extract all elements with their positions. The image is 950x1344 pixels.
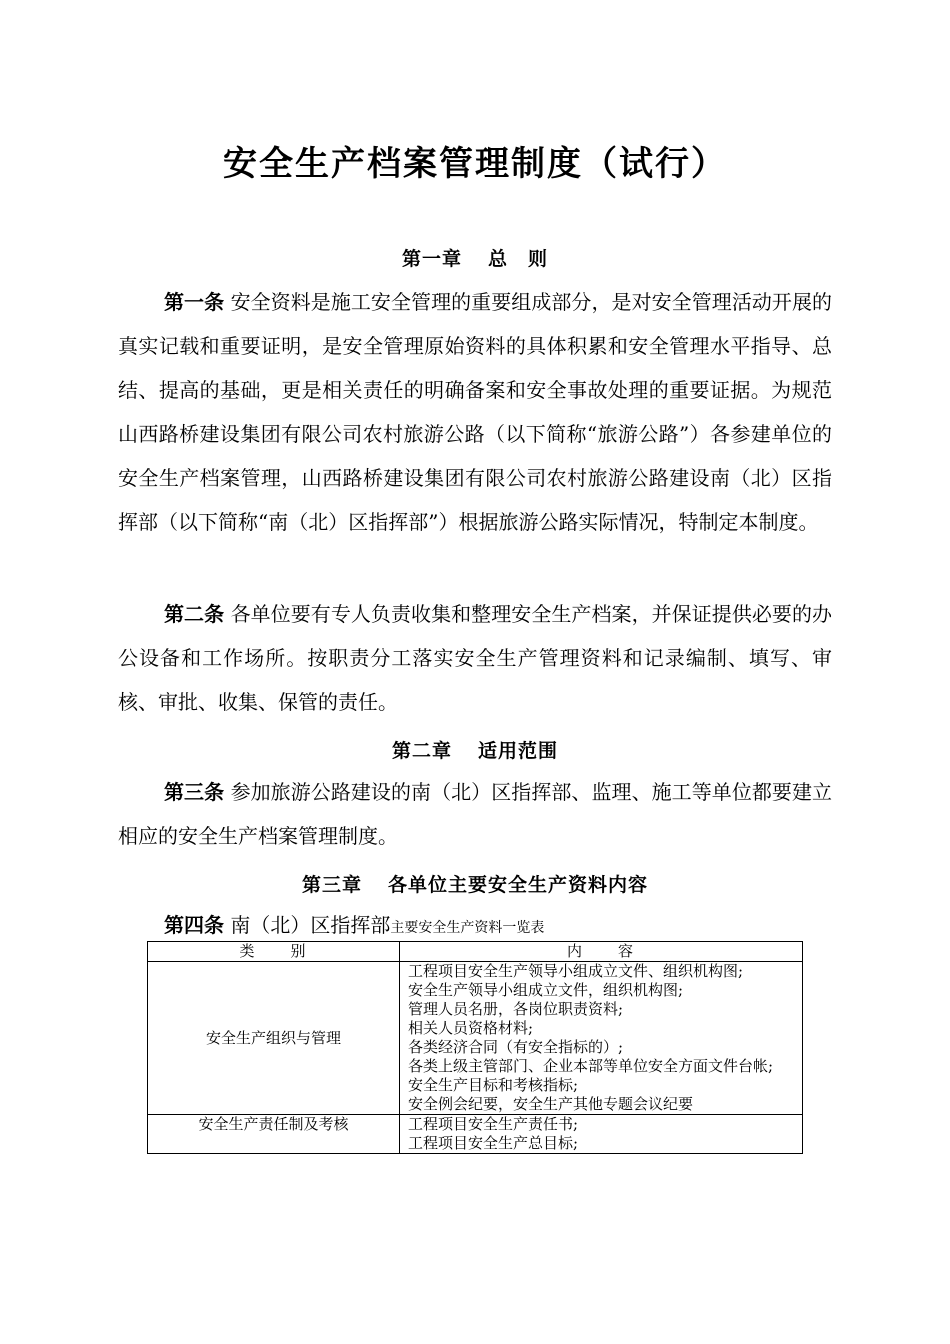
chapter-3-heading	[0, 870, 950, 897]
article-1	[118, 280, 832, 544]
row-2-category: 安全生产责任制及考核	[148, 1115, 400, 1154]
list-item: 工程项目安全生产责任书;	[408, 1115, 579, 1133]
article-2-label: 第二条	[164, 602, 225, 626]
article-4	[164, 910, 544, 943]
list-item: 安全例会纪要，安全生产其他专题会议纪要	[408, 1095, 694, 1113]
list-item: 各类经济合同（有安全指标的）;	[408, 1038, 624, 1056]
chapter-1-title: 总 则	[488, 248, 549, 270]
header-content: 内 容	[400, 942, 803, 962]
list-item: 各类上级主管部门、企业本部等单位安全方面文件台帐;	[408, 1057, 774, 1075]
chapter-3-title: 各单位主要安全生产资料内容	[388, 874, 649, 896]
article-4-text: 南（北）区指挥部	[230, 913, 391, 937]
list-item: 安全生产领导小组成立文件，组织机构图;	[408, 981, 684, 999]
article-3	[118, 770, 832, 858]
row-2-items	[400, 1115, 803, 1154]
chapter-3-number: 第三章	[301, 874, 362, 896]
list-item: 管理人员名册，各岗位职责资料;	[408, 1000, 624, 1018]
table-row	[148, 962, 803, 1115]
list-item: 工程项目安全生产领导小组成立文件、组织机构图;	[408, 962, 744, 980]
chapter-1-heading	[0, 244, 950, 271]
table-row	[148, 1115, 803, 1154]
page-title: 安全生产档案管理制度（试行）	[223, 144, 727, 184]
table-header-row	[148, 942, 803, 962]
table-caption: 主要安全生产资料一览表	[390, 920, 545, 936]
row-1-items	[400, 962, 803, 1115]
article-1-label: 第一条	[164, 290, 225, 314]
header-category: 类 别	[148, 942, 400, 962]
article-3-label: 第三条	[164, 780, 225, 804]
article-2-text: 各单位要有专人负责收集和整理安全生产档案，并保证提供必要的办公设备和工作场所。按职责分工落实安全生产管理资料和记录编制、填写、审核、审批、收集、保管的责任。	[118, 602, 833, 714]
chapter-2-heading	[0, 736, 950, 763]
chapter-2-number: 第二章	[391, 740, 452, 762]
list-item: 相关人员资格材料;	[408, 1019, 534, 1037]
row-1-category: 安全生产组织与管理	[148, 962, 400, 1115]
article-4-label: 第四条	[164, 913, 224, 937]
article-3-text: 参加旅游公路建设的南（北）区指挥部、监理、施工等单位都要建立相应的安全生产档案管理制度。	[118, 780, 833, 848]
list-item: 安全生产目标和考核指标;	[408, 1076, 579, 1094]
article-1-text: 安全资料是施工安全管理的重要组成部分，是对安全管理活动开展的真实记载和重要证明，是安全管理原始资料的具体积累和安全管理水平指导、总结、提高的基础，更是相关责任的明确备案和安全事故处理的重要证据。为规范山西路桥建设集团有限公司农村旅游公路（以下简称“旅游公路”）各参建单位的安全生产档案管理，山西路桥建设集团有限公司农村旅游公路建设南（北）区指挥部（以下简称“南（北）区指挥部”）根据旅游公路实际情况，特制定本制度。	[118, 290, 833, 534]
chapter-2-title: 适用范围	[478, 740, 559, 762]
safety-documents-table	[147, 941, 803, 1154]
list-item: 工程项目安全生产总目标;	[408, 1134, 579, 1152]
chapter-1-number: 第一章	[401, 248, 462, 270]
article-2	[118, 592, 832, 724]
